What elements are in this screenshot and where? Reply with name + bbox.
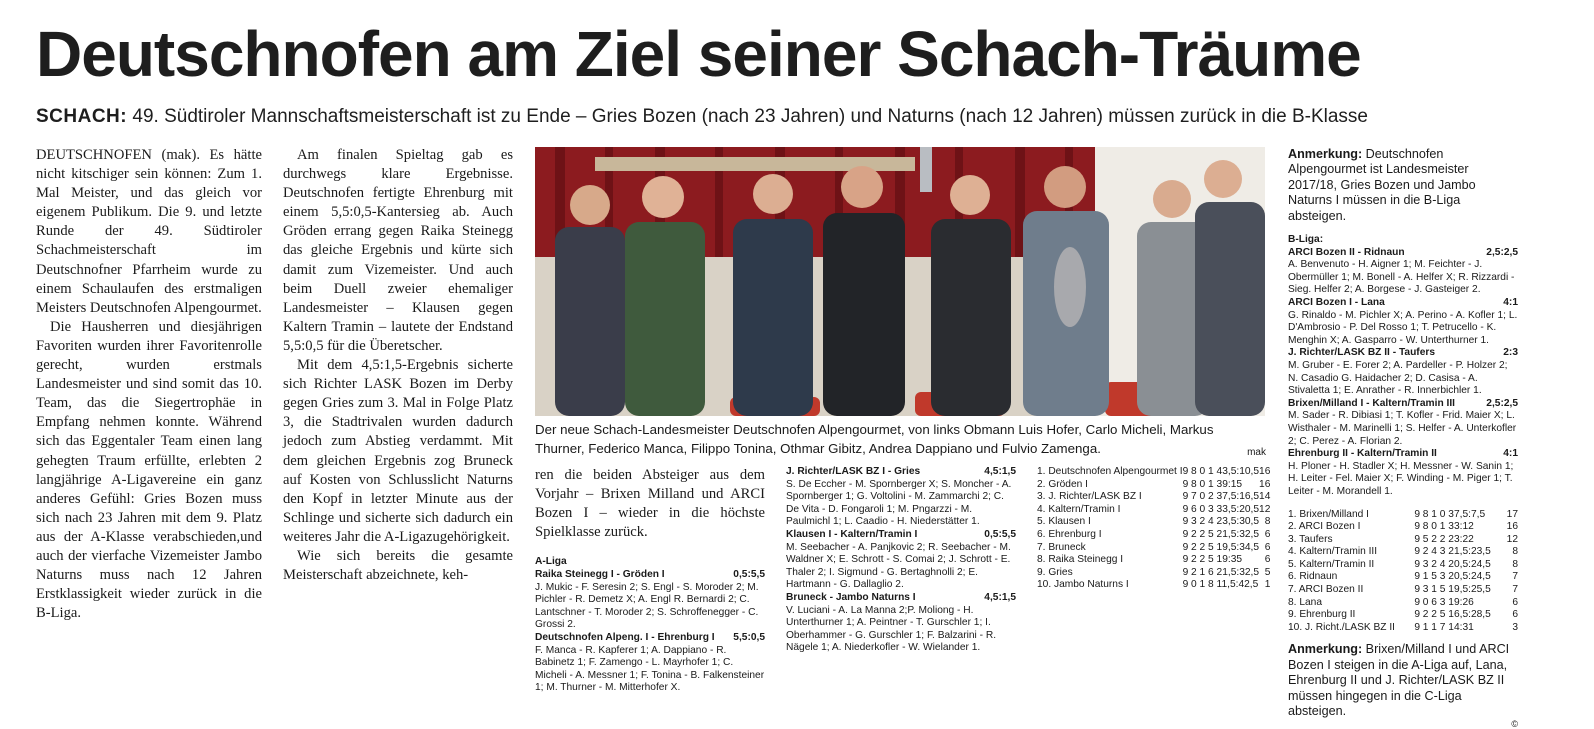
standings-row bbox=[1037, 529, 1270, 542]
article-column-2 bbox=[283, 146, 513, 666]
standings-row bbox=[1288, 571, 1518, 584]
copyright-mark: © bbox=[1511, 719, 1518, 729]
article-paragraph: Am finalen Spieltag gab es durchwegs klare Ergebnisse. Deutschnofen fertigte Ehrenburg mit einem 5,5:0,5-Kantersieg ab. Auch Gröden errang gegen Raika Steinegg das gleiche Ergebnis und kürte sich damit zum Vizemeister. Und auch beim Duell zweier ehemaliger Landesmeister – Klausen gegen Kaltern Tramin – lautete der Endstand 5,5:0,5 für die Überetscher. bbox=[283, 147, 513, 354]
match-teams: Bruneck - Jambo Naturns I bbox=[786, 591, 916, 603]
match-details: A. Benvenuto - H. Aigner 1; M. Feichter - J. Obermüller 1; M. Bonell - A. Helfer X; R. Rizzardi - Sieg. Helfer 2; A. Borgese - J. Gasteiger 2. bbox=[1288, 259, 1515, 296]
match-score: 5,5:0,5 bbox=[733, 631, 765, 643]
match-teams: Brixen/Milland I - Kaltern/Tramin III bbox=[1288, 397, 1455, 409]
bliga-title: B-Liga: bbox=[1288, 234, 1324, 246]
standings-team: 2. Gröden I bbox=[1037, 478, 1088, 490]
article-paragraph: Wie sich bereits die gesamte Meisterschaft abzeichnete, keh- bbox=[283, 547, 513, 584]
standings-team: 10. J. Richt./LASK BZ II bbox=[1288, 621, 1396, 633]
standings-pts: 12 bbox=[1259, 503, 1271, 515]
standings-pts: 3 bbox=[1512, 621, 1518, 633]
photo-caption bbox=[535, 420, 1266, 462]
standings-row bbox=[1037, 579, 1270, 592]
match-header bbox=[1288, 297, 1518, 310]
standings-row bbox=[1288, 609, 1518, 622]
standings-pts: 6 bbox=[1512, 596, 1518, 608]
match-header bbox=[786, 592, 1016, 605]
article-column-1 bbox=[36, 146, 262, 666]
standings-row bbox=[1288, 521, 1518, 534]
standings-team: 8. Raika Steinegg I bbox=[1037, 554, 1124, 566]
standings-pts: 1 bbox=[1264, 579, 1271, 591]
standings-pts: 12 bbox=[1506, 533, 1518, 545]
standings-stats: 9 1 5 3 20,5:24,5 bbox=[1414, 571, 1491, 583]
standings-stats: 9 5 2 2 23:22 bbox=[1414, 533, 1474, 545]
standings-pts: 7 bbox=[1512, 571, 1518, 583]
standings-pts: 8 bbox=[1264, 516, 1271, 528]
standings-team: 9. Ehrenburg II bbox=[1288, 609, 1356, 621]
standings-stats: 9 3 1 5 19,5:25,5 bbox=[1414, 584, 1491, 596]
standings-stats: 9 8 0 1 33:12 bbox=[1414, 521, 1474, 533]
standings-team: 4. Kaltern/Tramin I bbox=[1037, 503, 1121, 515]
match-details: G. Rinaldo - M. Pichler X; A. Perino - A. Kofler 1; L. D'Ambrosio - P. Del Rosso 1; T. Petrucello - K. Menghin X; A. Gasparro - W. Unterthurner 1. bbox=[1288, 309, 1518, 346]
standings-pts: 6 bbox=[1264, 541, 1271, 553]
match-details: M. Sader - R. Dibiasi 1; T. Kofler - Frid. Maier X; L. Wisthaler - M. Marinelli 1; S. Helfer - A. Unterkofler 2; C. Perez - A. Florian 2. bbox=[1288, 410, 1517, 447]
match-score: 4:1 bbox=[1503, 448, 1518, 460]
standings-row bbox=[1288, 509, 1518, 522]
standings-stats: 9 2 1 6 21,5:32,5 bbox=[1182, 566, 1260, 578]
standings-stats: 9 2 2 5 16,5:28,5 bbox=[1414, 609, 1491, 621]
match-details: J. Mukic - F. Seresin 2; S. Engl - S. Moroder 2; M. Pichler - R. Demetz X; A. Engl R. Bernardi 2; C. Lantschner - T. Moroder 2; S. Schroffenegger - C. Grossi 2. bbox=[535, 581, 759, 631]
standings-team: 10. Jambo Naturns I bbox=[1037, 579, 1129, 591]
standings-row bbox=[1037, 491, 1270, 504]
photo-caption-text: Der neue Schach-Landesmeister Deutschnofen Alpengourmet, von links Obmann Luis Hofer, Carlo Micheli, Markus Thurner, Federico Manca, Filippo Tonina, Othmar Gibitz, Andrea Dappiano und Fulvio Zamenga. bbox=[535, 422, 1214, 456]
standings-pts: 6 bbox=[1512, 609, 1518, 621]
match-score: 4,5:1,5 bbox=[984, 466, 1016, 477]
match-header bbox=[1288, 347, 1518, 360]
aliga-results-continued bbox=[786, 466, 1016, 672]
standings-stats: 9 2 2 5 19:35 bbox=[1182, 554, 1243, 566]
match-header bbox=[535, 632, 765, 645]
standings-team: 5. Klausen I bbox=[1037, 516, 1091, 528]
match-details: M. Gruber - E. Forer 2; A. Pardeller - P. Holzer 2; N. Casadio G. Haidacher 2; D. Casisa - A. Stivaletta 1; E. Anrather - R. Innerbichler 1. bbox=[1288, 359, 1508, 397]
standings-stats: 9 0 6 3 19:26 bbox=[1414, 596, 1474, 608]
team-photo-image bbox=[535, 147, 1265, 416]
aliga-standings bbox=[1037, 466, 1271, 672]
note-bliga bbox=[1288, 642, 1518, 719]
aliga-results bbox=[535, 556, 765, 695]
standings-stats: 9 8 0 1 43,5:10,5 bbox=[1182, 466, 1260, 477]
article-paragraph: DEUTSCHNOFEN (mak). Es hätte nicht kitschiger sein können: Zum 1. Mal Meister, und das gleich vor eigenem Publikum. Die 9. und letzte Runde der 49. Südtiroler Schachmeisterschaft im Deutschnofner Pfarrheim wurde zu einem Schaulaufen des erstmaligen Meisters Deutschnofen Alpengourmet. bbox=[36, 147, 262, 316]
subhead-text: 49. Südtiroler Mannschaftsmeisterschaft ist zu Ende – Gries Bozen (nach 23 Jahren) und Naturns (nach 12 Jahren) müssen zurück in die B-Klasse bbox=[127, 106, 1369, 127]
article-paragraph: Die Hausherren und diesjährigen Favoriten wurden ihrer Favoritenrolle gerecht, wurden erstmals Landesmeister und sind somit das 10. Team, das die Siegertrophäe in Empfang nehmen konnte. Während sich das Eggentaler Team einen lang gehegten Traum erfüllte, erlebten 2 langjährige A-Ligavereine ein ganz anderes Gefühl: Gries Bozen muss sich nach 23 Jahren mit dem 9. Platz aus der A-Klasse verabschieden,und auch der vierfache Vizemeister Jambo Naturns muss nach 12 Jahren Erstklassigkeit wieder zurück in die B-Liga. bbox=[36, 318, 262, 622]
match-score: 0,5:5,5 bbox=[733, 568, 765, 580]
bliga-standings-table bbox=[1288, 509, 1518, 635]
standings-row bbox=[1288, 597, 1518, 610]
standings-row bbox=[1037, 504, 1270, 517]
match-header bbox=[786, 529, 1016, 542]
standings-stats: 9 2 2 5 21,5:32,5 bbox=[1182, 528, 1260, 540]
standings-row bbox=[1288, 622, 1518, 635]
match-teams: Klausen I - Kaltern/Tramin I bbox=[786, 528, 918, 540]
note-text: Deutschnofen Alpengourmet ist Landesmeister 2017/18, Gries Bozen und Jambo Naturns I müssen in die B-Liga absteigen. bbox=[1288, 147, 1476, 223]
standings-row bbox=[1037, 516, 1270, 529]
article-paragraph: ren die beiden Absteiger aus dem Vorjahr – Brixen Milland und ARCI Bozen I – wieder in die höchste Spielklasse zurück. bbox=[535, 467, 765, 541]
headline: Deutschnofen am Ziel seiner Schach-Träume bbox=[36, 18, 1361, 90]
standings-stats: 9 1 1 7 14:31 bbox=[1414, 621, 1474, 633]
match-details: F. Manca - R. Kapferer 1; A. Dappiano - R. Babinetz 1; F. Zamengo - L. Mayrhofer 1; C. Micheli - A. Messner 1; F. Tonina - B. Falkensteiner 1; M. Thurner - M. Mitterhofer X. bbox=[535, 644, 765, 694]
standings-team: 7. Bruneck bbox=[1037, 541, 1086, 553]
standings-team: 3. J. Richter/LASK BZ I bbox=[1037, 491, 1142, 503]
article-column-3 bbox=[535, 466, 765, 694]
match-score: 0,5:5,5 bbox=[984, 528, 1016, 540]
standings-pts: 6 bbox=[1264, 528, 1271, 540]
standings-team: 1. Brixen/Milland I bbox=[1288, 508, 1369, 520]
aliga-title: A-Liga bbox=[535, 556, 567, 568]
match-header bbox=[1288, 247, 1518, 260]
note-aliga bbox=[1288, 147, 1518, 224]
standings-pts: 16 bbox=[1506, 521, 1518, 533]
standings-pts: 16 bbox=[1259, 478, 1271, 490]
match-score: 2,5:2,5 bbox=[1486, 246, 1518, 258]
standings-stats: 9 0 1 8 11,5:42,5 bbox=[1182, 579, 1259, 591]
standings-pts: 5 bbox=[1264, 566, 1271, 578]
standings-team: 6. Ridnaun bbox=[1288, 571, 1338, 583]
match-teams: Raika Steinegg I - Gröden I bbox=[535, 568, 665, 580]
match-teams: ARCI Bozen I - Lana bbox=[1288, 297, 1385, 308]
bliga-results bbox=[1288, 234, 1518, 498]
match-header bbox=[1288, 398, 1518, 411]
match-teams: J. Richter/LASK BZ I - Gries bbox=[786, 466, 921, 477]
match-teams: J. Richter/LASK BZ II - Taufers bbox=[1288, 347, 1435, 359]
match-details: V. Luciani - A. La Manna 2;P. Moliong - H. Unterthurner 1; A. Peintner - T. Gurschler 1; I. Oberhammer - G. Gurschler 1; F. Balzarini - R. Nägele 1; A. Niederkofler - W. Wielander 1. bbox=[786, 604, 997, 654]
match-score: 4,5:1,5 bbox=[984, 591, 1016, 603]
bliga-column bbox=[1288, 147, 1518, 729]
standings-row bbox=[1037, 466, 1270, 479]
standings-row bbox=[1037, 542, 1270, 555]
photo-credit: mak bbox=[1247, 447, 1266, 458]
standings-team: 4. Kaltern/Tramin III bbox=[1288, 546, 1378, 558]
standings-row bbox=[1037, 479, 1270, 492]
standings-team: 1. Deutschnofen Alpengourmet I bbox=[1037, 466, 1183, 477]
standings-stats: 9 8 1 0 37,5:7,5 bbox=[1414, 508, 1486, 520]
match-header bbox=[786, 466, 1016, 479]
standings-pts: 17 bbox=[1506, 508, 1518, 520]
standings-team: 3. Taufers bbox=[1288, 533, 1333, 545]
subheadline bbox=[36, 104, 1576, 130]
match-details: M. Seebacher - A. Panjkovic 2; R. Seebacher - M. Waldner X; E. Schrott - S. Comai 2; J. Schrott - E. Thaler 2; I. Sigmund - G. Bertaghnolli 2; E. Hartmann - G. Dallaglio 2. bbox=[786, 541, 1011, 591]
match-teams: ARCI Bozen II - Ridnaun bbox=[1288, 246, 1405, 258]
team-photo bbox=[535, 147, 1265, 416]
standings-pts: 16 bbox=[1259, 466, 1271, 477]
standings-row bbox=[1037, 554, 1270, 567]
note-label: Anmerkung: bbox=[1288, 642, 1363, 657]
standings-team: 7. ARCI Bozen II bbox=[1288, 584, 1364, 596]
standings-stats: 9 2 4 3 21,5:23,5 bbox=[1414, 546, 1491, 558]
match-details: S. De Eccher - M. Spornberger X; S. Moncher - A. Spornberger 1; G. Voltolini - M. Zammarchi 2; C. De Vita - D. Fongaroli 1; M. Pngarzzi - M. Paulmichl 1; L. Caadio - H. Niederstätter 1. bbox=[786, 478, 1012, 528]
match-score: 2:3 bbox=[1503, 347, 1518, 359]
standings-stats: 9 8 0 1 39:15 bbox=[1182, 478, 1243, 490]
standings-pts: 14 bbox=[1259, 491, 1271, 503]
match-header bbox=[535, 569, 765, 582]
match-score: 4:1 bbox=[1503, 297, 1518, 308]
standings-stats: 9 6 0 3 33,5:20,5 bbox=[1182, 503, 1260, 515]
standings-team: 9. Gries bbox=[1037, 566, 1073, 578]
standings-team: 6. Ehrenburg I bbox=[1037, 528, 1102, 540]
aliga-standings-table bbox=[1037, 466, 1270, 592]
standings-row bbox=[1288, 584, 1518, 597]
standings-stats: 9 3 2 4 23,5:30,5 bbox=[1182, 516, 1260, 528]
note-text: Brixen/Milland I und ARCI Bozen I steigen in die A-Liga auf, Lana, Ehrenburg II und J. Richter/LASK BZ II müssen hingegen in die C-Liga absteigen. bbox=[1288, 642, 1510, 719]
standings-team: 8. Lana bbox=[1288, 596, 1322, 608]
standings-row bbox=[1288, 546, 1518, 559]
standings-pts: 8 bbox=[1512, 546, 1518, 558]
standings-pts: 8 bbox=[1512, 558, 1518, 570]
standings-row bbox=[1037, 567, 1270, 580]
match-details: H. Ploner - H. Stadler X; H. Messner - W. Sanin 1; H. Leiter - Fel. Maier X; F. Winding - M. Piger 1; T. Leiter - M. Morandell 1. bbox=[1288, 460, 1514, 497]
match-header bbox=[1288, 448, 1518, 461]
standings-row bbox=[1288, 534, 1518, 547]
standings-pts: 6 bbox=[1264, 554, 1271, 566]
standings-stats: 9 7 0 2 37,5:16,5 bbox=[1182, 491, 1260, 503]
match-teams: Deutschnofen Alpeng. I - Ehrenburg I bbox=[535, 631, 715, 643]
article-paragraph: Mit dem 4,5:1,5-Ergebnis sicherte sich Richter LASK Bozen im Derby gegen Gries zum 3. Mal in Folge Platz 3, die Stadtrivalen wurden dadurch jedoch zum Abstieg verdammt. Mit dem gleichen Ergebnis zog Bruneck auf Kosten von Schlusslicht Naturns den Kopf in letzter Minute aus der Schlinge und sicherte sich dadurch ein weiteres Jahr die A-Ligazugehörigkeit. bbox=[283, 357, 513, 545]
standings-row bbox=[1288, 559, 1518, 572]
subhead-kicker: SCHACH: bbox=[36, 106, 128, 127]
match-teams: Ehrenburg II - Kaltern/Tramin II bbox=[1288, 448, 1437, 460]
standings-stats: 9 3 2 4 20,5:24,5 bbox=[1414, 558, 1491, 570]
standings-team: 2. ARCI Bozen I bbox=[1288, 521, 1361, 533]
match-score: 2,5:2,5 bbox=[1486, 397, 1518, 409]
standings-pts: 7 bbox=[1512, 584, 1518, 596]
note-label: Anmerkung: bbox=[1288, 147, 1363, 161]
standings-stats: 9 2 2 5 19,5:34,5 bbox=[1182, 541, 1260, 553]
standings-team: 5. Kaltern/Tramin II bbox=[1288, 558, 1375, 570]
